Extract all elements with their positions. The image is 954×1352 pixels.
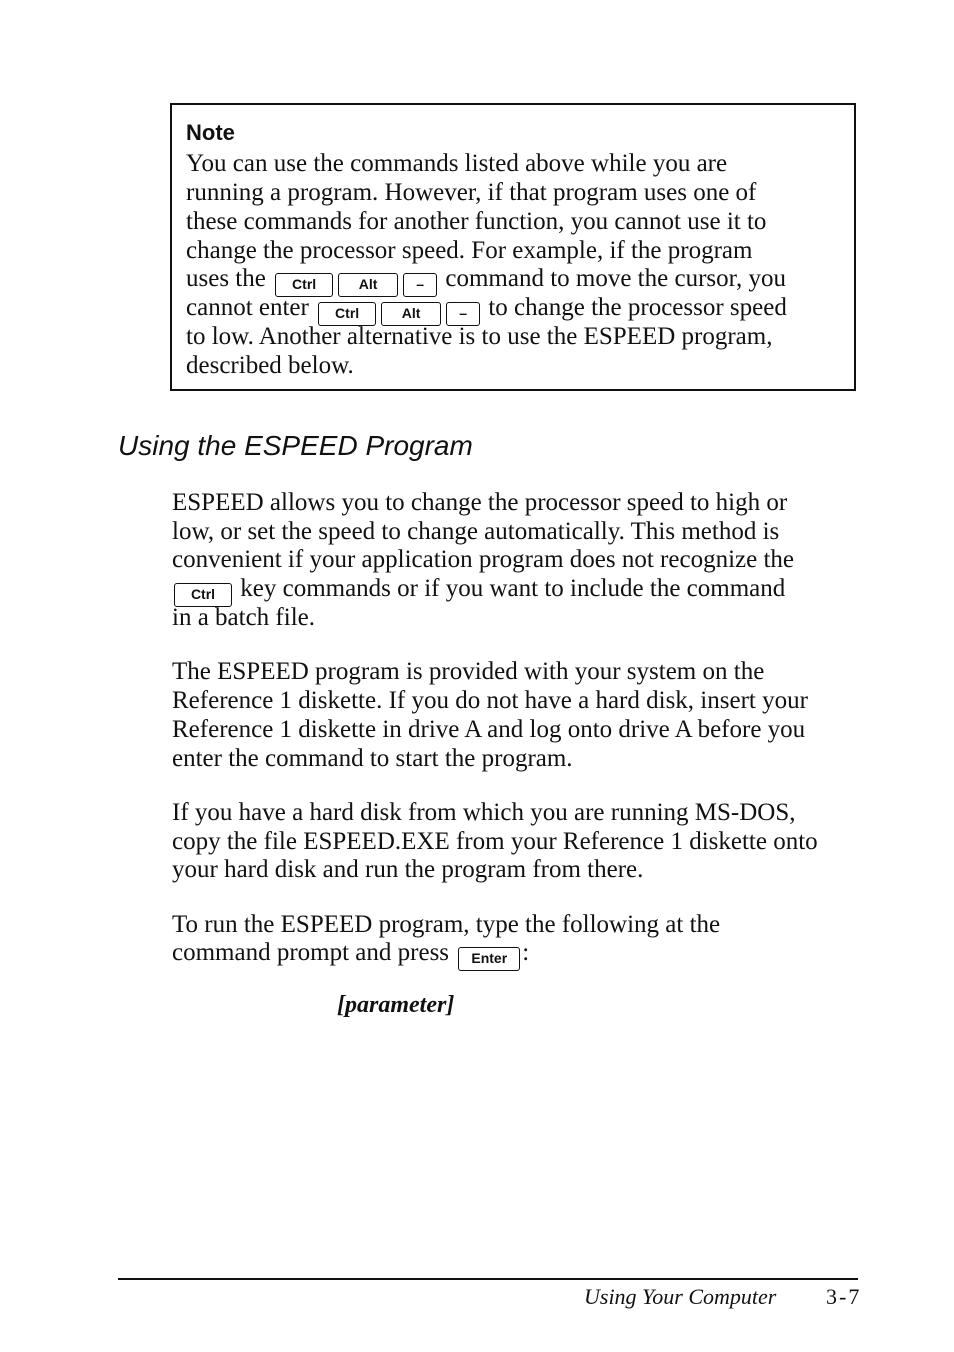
alt-key-icon: Alt	[338, 273, 398, 297]
alt-key-icon: Alt	[381, 302, 441, 326]
note-title: Note	[186, 120, 235, 145]
paragraph-2-line-2: Reference 1 diskette. If you do not have a hard disk, insert your	[172, 687, 808, 714]
paragraph-3-line-1: If you have a hard disk from which you are running MS-DOS,	[172, 799, 796, 826]
ctrl-key-icon: Ctrl	[174, 583, 232, 607]
paragraph-4-line-1: To run the ESPEED program, type the following at the	[172, 911, 721, 938]
paragraph-4-line-2-end: :	[522, 939, 530, 966]
paragraph-1-line-1: ESPEED allows you to change the processor speed to high or	[172, 489, 788, 516]
note-line-6-start: cannot enter	[186, 294, 309, 321]
note-line-5-start: uses the	[186, 265, 266, 292]
footer-title: Using Your Computer	[584, 1284, 777, 1309]
note-line-7: to low. Another alternative is to use the ESPEED program,	[186, 323, 773, 350]
paragraph-3-line-2: copy the file ESPEED.EXE from your Reference 1 diskette onto	[172, 828, 818, 855]
enter-key-icon: Enter	[458, 947, 520, 971]
paragraph-1-line-2: low, or set the speed to change automatically. This method is	[172, 518, 780, 545]
page-number: 3-7	[826, 1284, 862, 1309]
paragraph-3-line-3: your hard disk and run the program from there.	[172, 856, 644, 883]
minus-key-icon: –	[403, 273, 437, 297]
minus-key-icon: –	[446, 302, 480, 326]
ctrl-key-icon: Ctrl	[318, 302, 376, 326]
note-line-8: described below.	[186, 352, 354, 379]
paragraph-2-line-4: enter the command to start the program.	[172, 745, 573, 772]
paragraph-1-line-5: in a batch file.	[172, 604, 315, 631]
note-line-5-end: command to move the cursor, you	[445, 265, 786, 292]
paragraph-2-line-1: The ESPEED program is provided with your system on the	[172, 658, 765, 685]
paragraph-4-line-2-start: command prompt and press	[172, 939, 450, 966]
note-line-2: running a program. However, if that program uses one of	[186, 179, 757, 206]
note-line-6-end: to change the processor speed	[488, 294, 787, 321]
section-heading: Using the ESPEED Program	[118, 430, 473, 461]
paragraph-2-line-3: Reference 1 diskette in drive A and log onto drive A before you	[172, 716, 806, 743]
command-parameter: [parameter]	[337, 992, 455, 1018]
footer-rule	[118, 1278, 858, 1280]
paragraph-1-line-3: convenient if your application program does not recognize the	[172, 546, 795, 573]
note-line-4: change the processor speed. For example, if the program	[186, 237, 753, 264]
ctrl-key-icon: Ctrl	[275, 273, 333, 297]
note-line-1: You can use the commands listed above while you are	[186, 150, 728, 177]
note-line-3: these commands for another function, you cannot use it to	[186, 208, 767, 235]
paragraph-4-line-2	[172, 938, 529, 971]
paragraph-1-line-4-end: key commands or if you want to include the command	[240, 575, 786, 602]
